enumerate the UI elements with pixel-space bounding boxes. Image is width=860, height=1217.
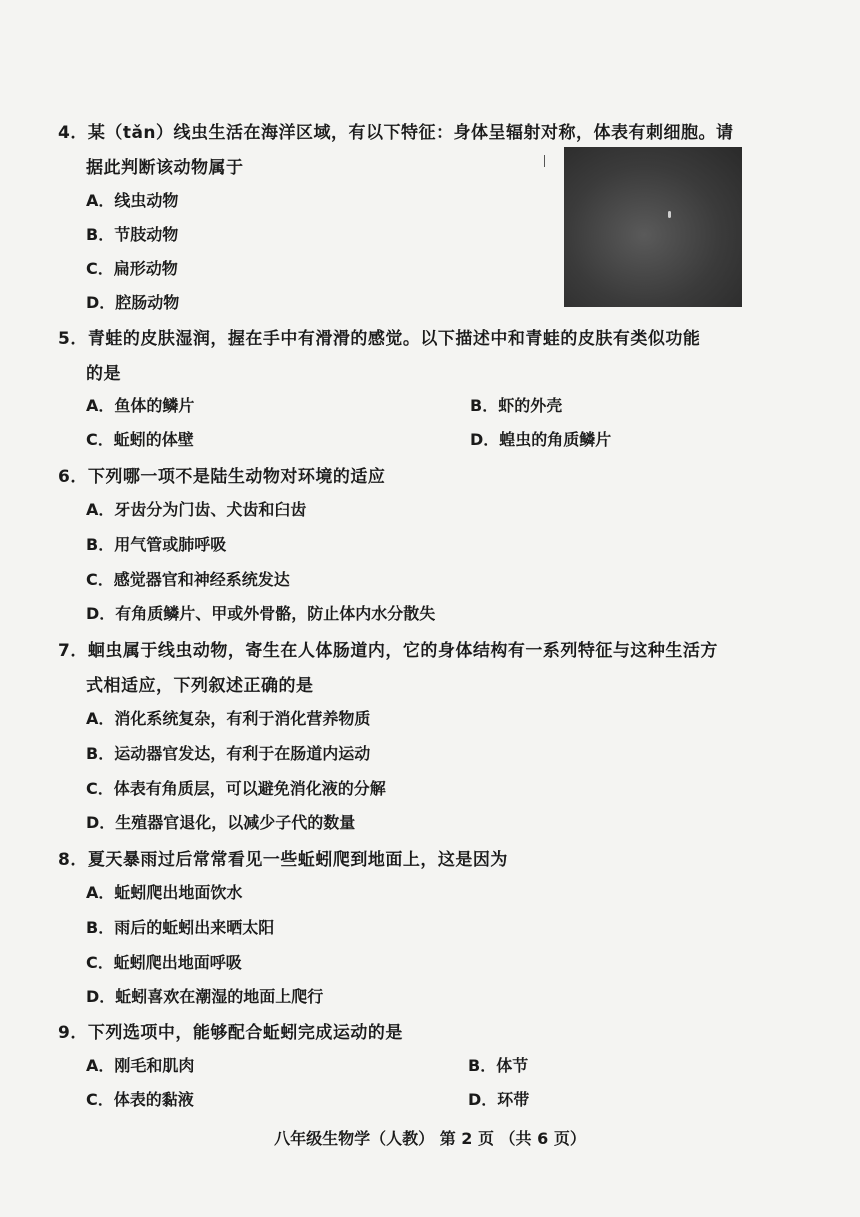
question-8-option-d: D．蚯蚓喜欢在潮湿的地面上爬行 — [86, 987, 324, 1006]
question-9-stem: 9．下列选项中，能够配合蚯蚓完成运动的是 — [58, 1023, 403, 1043]
question-4-stem-line-1: 4．某（tǎn）线虫生活在海洋区域，有以下特征：身体呈辐射对称，体表有刺细胞。请 — [58, 123, 734, 143]
question-8-option-a: A．蚯蚓爬出地面饮水 — [86, 883, 243, 902]
photo-highlight — [668, 211, 671, 218]
animal-photo — [564, 147, 742, 307]
question-7-stem-line-1: 7．蛔虫属于线虫动物，寄生在人体肠道内，它的身体结构有一系列特征与这种生活方 — [58, 641, 718, 661]
question-4-option-d: D．腔肠动物 — [86, 293, 180, 312]
question-9-option-a: A．刚毛和肌肉 — [86, 1056, 195, 1075]
question-6-option-d: D．有角质鳞片、甲或外骨骼，防止体内水分散失 — [86, 604, 436, 623]
question-4-stem-line-2: 据此判断该动物属于 — [86, 158, 244, 178]
question-5-option-c: C．蚯蚓的体壁 — [86, 430, 194, 449]
question-4-option-c: C．扁形动物 — [86, 259, 178, 278]
question-6-stem: 6．下列哪一项不是陆生动物对环境的适应 — [58, 467, 386, 487]
question-7-option-c: C．体表有角质层，可以避免消化液的分解 — [86, 779, 386, 798]
question-5-option-a: A．鱼体的鳞片 — [86, 396, 195, 415]
question-7-stem-line-2: 式相适应，下列叙述正确的是 — [86, 676, 314, 696]
question-5-stem-line-1: 5．青蛙的皮肤湿润，握在手中有滑滑的感觉。以下描述中和青蛙的皮肤有类似功能 — [58, 329, 701, 349]
question-7-option-d: D．生殖器官退化，以减少子代的数量 — [86, 813, 356, 832]
question-5-stem-line-2: 的是 — [86, 364, 121, 384]
scan-mark — [544, 155, 545, 167]
question-9-option-b: B．体节 — [468, 1056, 529, 1075]
question-6-option-a: A．牙齿分为门齿、犬齿和臼齿 — [86, 500, 307, 519]
question-6-option-b: B．用气管或肺呼吸 — [86, 535, 227, 554]
question-5-option-b: B．虾的外壳 — [470, 396, 563, 415]
question-8-option-b: B．雨后的蚯蚓出来晒太阳 — [86, 918, 275, 937]
question-4-option-b: B．节肢动物 — [86, 225, 179, 244]
question-7-option-a: A．消化系统复杂，有利于消化营养物质 — [86, 709, 371, 728]
page-footer: 八年级生物学（人教） 第 2 页 （共 6 页） — [274, 1129, 586, 1148]
question-7-option-b: B．运动器官发达，有利于在肠道内运动 — [86, 744, 371, 763]
question-9-option-d: D．环带 — [468, 1090, 530, 1109]
question-4-option-a: A．线虫动物 — [86, 191, 179, 210]
question-6-option-c: C．感觉器官和神经系统发达 — [86, 570, 290, 589]
question-5-option-d: D．蝗虫的角质鳞片 — [470, 430, 612, 449]
question-8-option-c: C．蚯蚓爬出地面呼吸 — [86, 953, 242, 972]
question-8-stem: 8．夏天暴雨过后常常看见一些蚯蚓爬到地面上，这是因为 — [58, 850, 508, 870]
question-9-option-c: C．体表的黏液 — [86, 1090, 194, 1109]
